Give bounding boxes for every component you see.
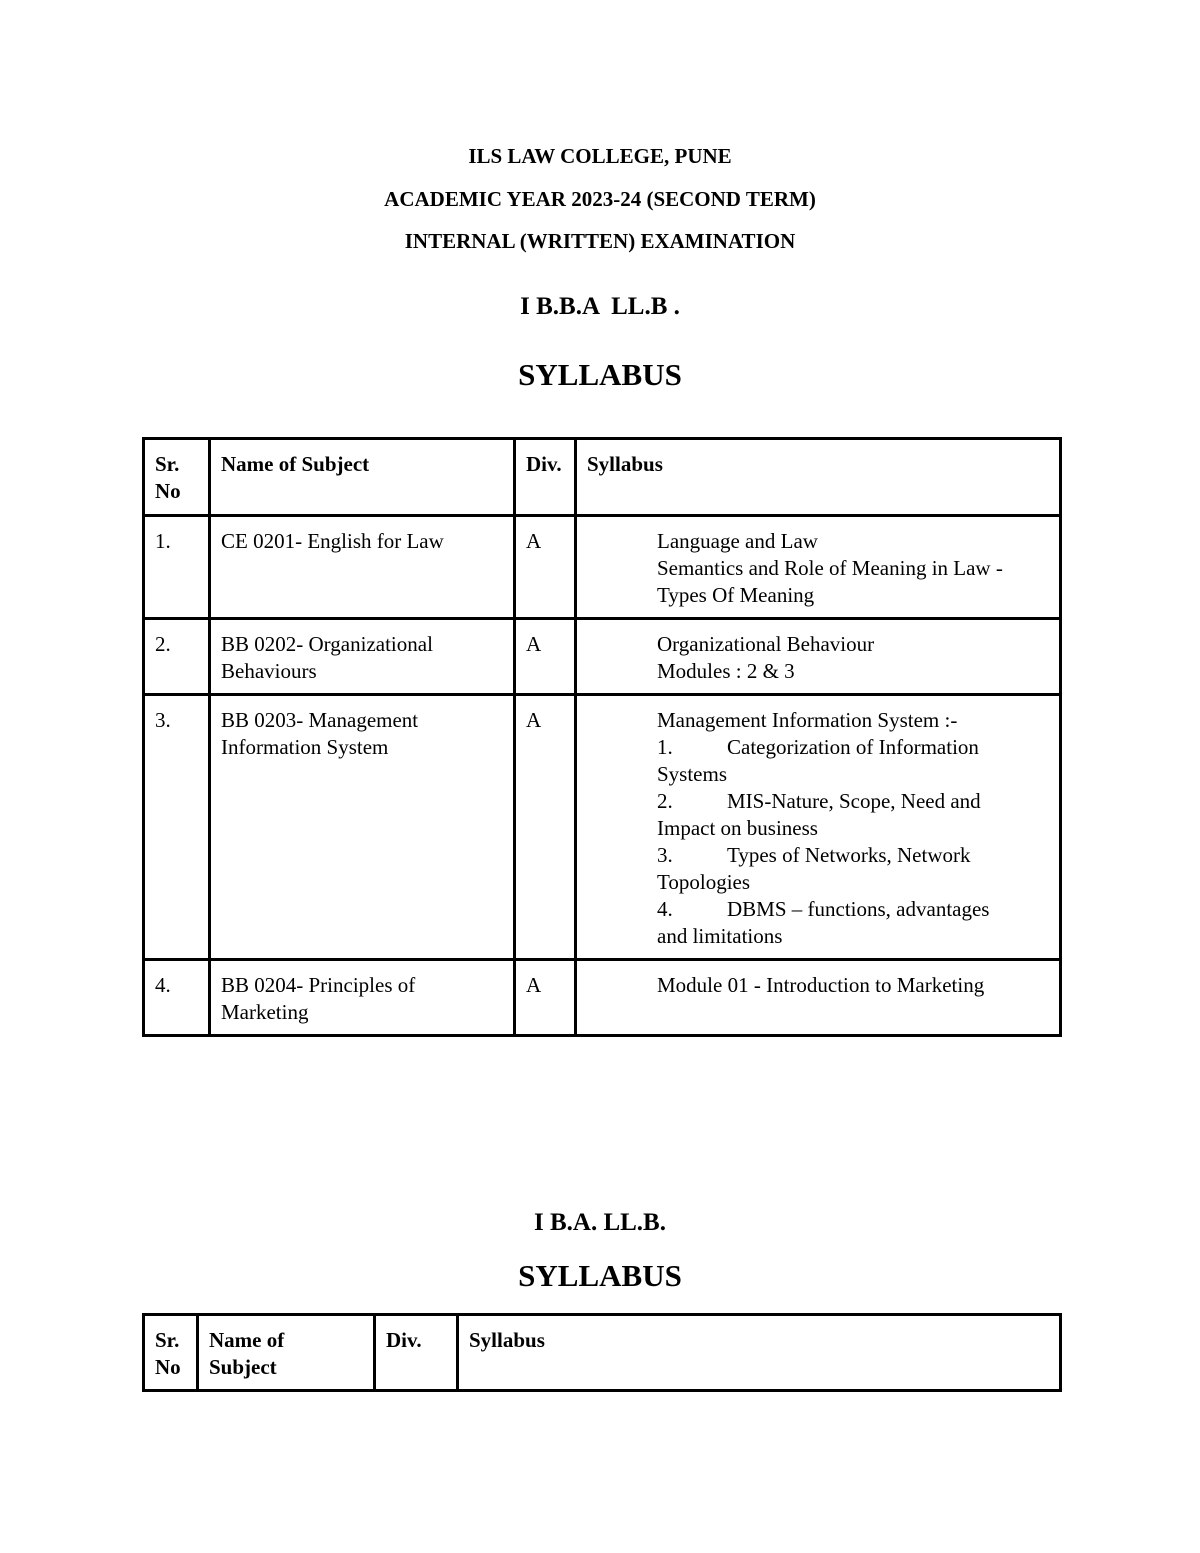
course-title-ba: I B.A. LL.B. bbox=[534, 1209, 666, 1236]
syllabus-item: 1. Categorization of Information bbox=[657, 735, 979, 759]
col-header-div: Div. bbox=[375, 1315, 458, 1391]
sr-cell: 3. bbox=[144, 695, 210, 960]
academic-year: ACADEMIC YEAR 2023-24 (SECOND TERM) bbox=[384, 187, 816, 211]
table-row bbox=[144, 695, 1061, 960]
sr-cell: 1. bbox=[144, 516, 210, 619]
syllabus-line: Semantics and Role of Meaning in Law - bbox=[657, 556, 1003, 580]
table-row bbox=[144, 516, 1061, 619]
syllabus-item-cont: Impact on business bbox=[657, 816, 818, 840]
syllabus-line: Module 01 - Introduction to Marketing bbox=[657, 973, 985, 997]
subject-cell: BB 0204- Principles of Marketing bbox=[210, 960, 515, 1036]
col-header-div: Div. bbox=[515, 439, 576, 516]
syllabus-cell bbox=[576, 695, 1061, 960]
syllabus-heading-1: SYLLABUS bbox=[518, 357, 682, 392]
col-header-syllabus: Syllabus bbox=[458, 1315, 1061, 1391]
table-row bbox=[144, 619, 1061, 695]
syllabus-cell bbox=[576, 619, 1061, 695]
syllabus-item: 2. MIS-Nature, Scope, Need and bbox=[657, 789, 981, 813]
col-header-subject: Name of Subject bbox=[198, 1315, 375, 1391]
course-title-bba: I B.B.A LL.B . bbox=[520, 293, 680, 320]
college-name: ILS LAW COLLEGE, PUNE bbox=[468, 144, 732, 168]
syllabus-heading-2: SYLLABUS bbox=[518, 1258, 682, 1293]
syllabus-table-bba bbox=[142, 437, 1062, 1037]
syllabus-item: 4. DBMS – functions, advantages bbox=[657, 897, 990, 921]
syllabus-item-cont: Systems bbox=[657, 762, 728, 786]
table-header-row bbox=[144, 439, 1061, 516]
div-cell: A bbox=[515, 619, 576, 695]
syllabus-line: Modules : 2 & 3 bbox=[657, 659, 795, 683]
div-cell: A bbox=[515, 960, 576, 1036]
div-cell: A bbox=[515, 695, 576, 960]
syllabus-intro: Management Information System :- bbox=[657, 708, 958, 732]
col-header-subject: Name of Subject bbox=[210, 439, 515, 516]
div-cell: A bbox=[515, 516, 576, 619]
col-header-sr: Sr. No bbox=[144, 1315, 198, 1391]
syllabus-line: Types Of Meaning bbox=[657, 583, 815, 607]
col-header-syllabus: Syllabus bbox=[576, 439, 1061, 516]
subject-cell: BB 0203- Management Information System bbox=[210, 695, 515, 960]
subject-cell: CE 0201- English for Law bbox=[210, 516, 515, 619]
table-row bbox=[144, 960, 1061, 1036]
subject-cell: BB 0202- Organizational Behaviours bbox=[210, 619, 515, 695]
col-header-sr: Sr. No bbox=[144, 439, 210, 516]
syllabus-cell bbox=[576, 960, 1061, 1036]
syllabus-table-ba bbox=[142, 1313, 1062, 1392]
syllabus-cell bbox=[576, 516, 1061, 619]
syllabus-line: Organizational Behaviour bbox=[657, 632, 875, 656]
syllabus-item-cont: Topologies bbox=[657, 870, 751, 894]
sr-cell: 2. bbox=[144, 619, 210, 695]
syllabus-line: Language and Law bbox=[657, 529, 818, 553]
syllabus-item-cont: and limitations bbox=[657, 924, 783, 948]
exam-title: INTERNAL (WRITTEN) EXAMINATION bbox=[404, 229, 796, 253]
table-header-row bbox=[144, 1315, 1061, 1391]
sr-cell: 4. bbox=[144, 960, 210, 1036]
syllabus-item: 3. Types of Networks, Network bbox=[657, 843, 971, 867]
